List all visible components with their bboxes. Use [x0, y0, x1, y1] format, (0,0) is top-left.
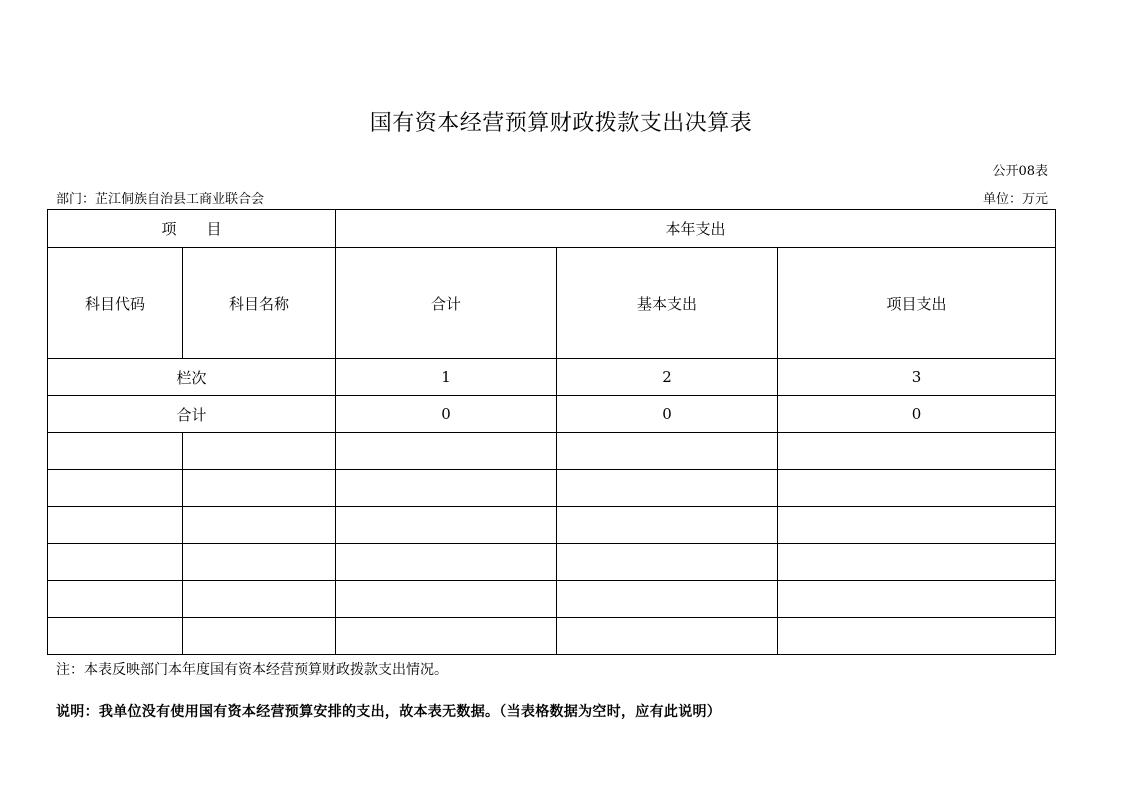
empty-cell: [183, 433, 336, 470]
header-row-columns: [48, 248, 1056, 359]
empty-cell: [778, 433, 1056, 470]
empty-cell: [336, 507, 557, 544]
empty-cell: [183, 470, 336, 507]
total-cell: 0: [557, 396, 778, 433]
empty-cell: [778, 544, 1056, 581]
empty-cell: [336, 581, 557, 618]
empty-row: [48, 581, 1056, 618]
empty-cell: [557, 581, 778, 618]
empty-cell: [336, 470, 557, 507]
empty-cell: [557, 507, 778, 544]
header-subject-name: 科目名称: [183, 248, 336, 359]
index-cell: 1: [336, 359, 557, 396]
empty-cell: [557, 433, 778, 470]
empty-cell: [557, 544, 778, 581]
total-row: [48, 396, 1056, 433]
empty-row: [48, 470, 1056, 507]
empty-cell: [48, 544, 183, 581]
header-basic-expense: 基本支出: [557, 248, 778, 359]
empty-cell: [48, 618, 183, 655]
index-cell: 3: [778, 359, 1056, 396]
empty-cell: [778, 470, 1056, 507]
empty-cell: [48, 507, 183, 544]
index-cell: 2: [557, 359, 778, 396]
empty-cell: [336, 544, 557, 581]
empty-row: [48, 544, 1056, 581]
empty-cell: [336, 618, 557, 655]
header-subject-code: 科目代码: [48, 248, 183, 359]
form-code: 公开08表: [992, 164, 1048, 179]
empty-cell: [778, 581, 1056, 618]
empty-row: [48, 507, 1056, 544]
total-cell: 0: [778, 396, 1056, 433]
empty-cell: [48, 581, 183, 618]
empty-cell: [557, 470, 778, 507]
empty-cell: [183, 544, 336, 581]
empty-cell: [183, 507, 336, 544]
index-row: [48, 359, 1056, 396]
empty-row: [48, 433, 1056, 470]
empty-cell: [183, 618, 336, 655]
index-row-label: 栏次: [48, 359, 336, 396]
empty-cell: [48, 470, 183, 507]
total-cell: 0: [336, 396, 557, 433]
unit-label: 单位：万元: [982, 192, 1048, 207]
footnote: 注：本表反映部门本年度国有资本经营预算财政拨款支出情况。: [56, 662, 448, 678]
empty-cell: [336, 433, 557, 470]
budget-table: [47, 209, 1056, 655]
empty-cell: [778, 507, 1056, 544]
page-title: 国有资本经营预算财政拨款支出决算表: [369, 111, 753, 136]
total-row-label: 合计: [48, 396, 336, 433]
department-label: 部门：芷江侗族自治县工商业联合会: [56, 192, 265, 207]
header-project-expense: 项目支出: [778, 248, 1056, 359]
header-expense-group: 本年支出: [336, 210, 1056, 248]
empty-cell: [557, 618, 778, 655]
header-total: 合计: [336, 248, 557, 359]
empty-row: [48, 618, 1056, 655]
empty-cell: [183, 581, 336, 618]
header-item-group: 项 目: [48, 210, 336, 248]
empty-cell: [778, 618, 1056, 655]
empty-cell: [48, 433, 183, 470]
header-row-group: [48, 210, 1056, 248]
explanation-note: 说明：我单位没有使用国有资本经营预算安排的支出，故本表无数据。（当表格数据为空时，应有此说明）: [56, 704, 722, 720]
